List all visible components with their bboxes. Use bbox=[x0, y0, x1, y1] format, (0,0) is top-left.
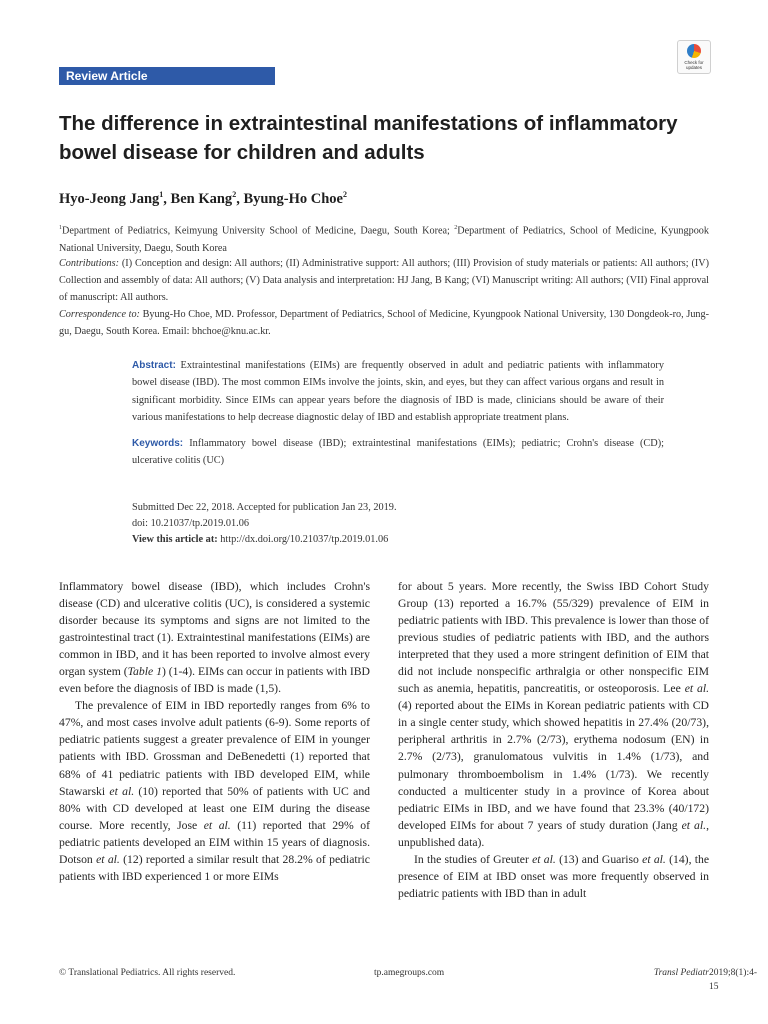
body-paragraph bbox=[59, 578, 370, 697]
body-text: (13) and Guariso bbox=[555, 852, 643, 866]
contributions-label: Contributions: bbox=[59, 258, 120, 269]
author-list: Hyo-Jeong Jang$^1$, Ben Kang$^2$, Byung-Ho Choe$^2$ bbox=[59, 190, 347, 207]
footer-copyright: © Translational Pediatrics. All rights reserved. bbox=[59, 968, 236, 978]
body-text: Inflammatory bowel disease (IBD), which includes Crohn's disease (CD) and ulcerative colitis (UC), is considered a systemic disorder because its symptoms and signs are not limited to the gastrointestinal tract (1). Extraintestinal manifestations (EIMs) are common in IBD, and it has been reported to involve almost every organ system ( bbox=[59, 580, 370, 679]
abstract-section bbox=[132, 357, 664, 469]
body-text: (14), the presence of EIM at IBD onset was more frequently observed in pediatric patients with IBD than in adult bbox=[398, 852, 710, 900]
author-name: Ben Kang bbox=[170, 190, 233, 207]
view-article-label: View this article at: bbox=[132, 534, 218, 546]
check-updates-icon bbox=[687, 44, 701, 58]
article-type-banner: Review Article bbox=[59, 67, 275, 85]
contributions-text: (I) Conception and design: All authors; (II) Administrative support: All authors; (III) Provision of study materials or patients: All authors; (IV) Collection and assembly of data: All authors; (V) Data analysis and interpretation: HJ Jang, B Kang; (VI) Manuscript writing: All authors; (VII) Final approval of manuscript: All authors. bbox=[59, 258, 709, 304]
author-name: Byung-Ho Choe bbox=[243, 190, 343, 207]
abstract-text: Extraintestinal manifestations (EIMs) are frequently observed in adult and pediatric patients with inflammatory bowel disease (IBD). The most common EIMs involve the joints, skin, and eyes, but they can affect various organs and result in significant morbidity. Since EIMs can appear years before the diagnosis of IBD is made, clinicians should be aware of their various manifestations to help decrease diagnostic delay of IBD and establish appropriate treatment plans. bbox=[132, 360, 664, 424]
et-al: et al. bbox=[684, 682, 710, 696]
keywords bbox=[132, 435, 664, 470]
body-text: for about 5 years. More recently, the Swiss IBD Cohort Study Group (13) reported a 16.7% (55/329) prevalence of EIM in pediatric patients with IBD. This prevalence is lower than those of previous studies of pediatric patients with IBD, and the authors interpreted that they used a more stringent definition of EIM that did not include nonspecific arthralgia or other nonspecific EIM such as anemia, hepatitis, pancreatitis, or osteoporosis. Lee bbox=[398, 580, 709, 696]
abstract bbox=[132, 357, 664, 427]
correspondence-label: Correspondence to: bbox=[59, 309, 140, 320]
et-al: et al. bbox=[109, 784, 135, 798]
correspondence-text: Byung-Ho Choe, MD. Professor, Department of Pediatrics, School of Medicine, Kyungpook National University, 130 Dongdeok-ro, Jung-gu, Daegu, South Korea. Email: bhchoe@knu.ac.kr. bbox=[59, 309, 709, 338]
body-paragraph bbox=[59, 697, 370, 885]
body-paragraph bbox=[398, 851, 709, 902]
affiliation-mark: 2 bbox=[454, 225, 458, 231]
body-text: The prevalence of EIM in IBD reportedly ranges from 6% to 47%, and most cases involve adult patients (6-9). Some reports of pediatric patients suggest a greater prevalence of EIM in younger patients with IBD. Grossman and DeBenedetti (1) reported that 68% of 41 pediatric patients with IBD developed EIM, while Stawarski bbox=[59, 699, 370, 798]
et-al: et al. bbox=[681, 818, 707, 832]
article-title: The difference in extraintestinal manifestations of inflammatory bowel disease for children and adults bbox=[59, 112, 678, 164]
et-al: et al. bbox=[96, 852, 120, 866]
body-text: ) (1-4). EIMs can occur in patients with IBD even before the diagnosis of IBD is made (1,5). bbox=[59, 665, 370, 696]
affiliation-text: Department of Pediatrics, Keimyung University School of Medicine, Daegu, South Korea; bbox=[62, 225, 455, 237]
view-article-link[interactable] bbox=[132, 532, 664, 548]
author-affiliation-mark: 2 bbox=[232, 190, 237, 199]
et-al: et al. bbox=[532, 852, 556, 866]
et-al: et al. bbox=[203, 818, 231, 832]
body-text: In the studies of Greuter bbox=[414, 852, 533, 866]
view-article-url[interactable]: http://dx.doi.org/10.21037/tp.2019.01.06 bbox=[217, 534, 389, 546]
submission-dates: Submitted Dec 22, 2018. Accepted for publication Jan 23, 2019. bbox=[132, 502, 397, 513]
citation-details: 2019;8(1):4-15 bbox=[709, 968, 758, 992]
et-al: et al. bbox=[642, 852, 666, 866]
badge-caption: Check for updates bbox=[684, 60, 704, 70]
affiliations bbox=[59, 220, 709, 257]
author-affiliation-mark: 1 bbox=[159, 190, 164, 199]
author-affiliation-mark: 2 bbox=[342, 190, 347, 199]
body-text: (10) reported that 50% of patients with UC and 80% with CD developed at least one EIM during the disease course. More recently, Jose bbox=[59, 784, 371, 832]
keywords-text: Inflammatory bowel disease (IBD); extraintestinal manifestations (EIMs); pediatric; Crohn's disease (CD); ulcerative colitis (UC) bbox=[132, 437, 664, 467]
publication-info bbox=[132, 500, 664, 549]
body-column-right bbox=[398, 578, 709, 902]
doi[interactable]: doi: 10.21037/tp.2019.01.06 bbox=[132, 518, 249, 530]
affiliation-mark: 1 bbox=[59, 225, 62, 231]
body-text: (12) reported a similar result that 28.2% of pediatric patients with IBD experienced 1 or more EIMs bbox=[59, 852, 370, 883]
body-text: (11) reported that 29% of pediatric patients developed an EIM within 15 years of diagnosis. Dotson bbox=[59, 818, 370, 866]
body-text: , unpublished data). bbox=[398, 818, 709, 849]
check-for-updates-badge[interactable] bbox=[677, 40, 711, 74]
correspondence bbox=[59, 306, 709, 340]
body-column-left bbox=[59, 578, 370, 885]
body-text: (4) reported about the EIMs in Korean pediatric patients with CD in a single center study, which showed hepatitis in 27.4% (20/73), peripheral arthritis in 2.7% (2/73), erythema nodosum (EN) in 2.7% (2/73), granulomatous vulvitis in 1.4% (1/73), and pulmonary thromboembolism in 1.4% (1/73). We recently conducted a multicenter study in a province of Korea about pediatric EIMs in IBD, and we have found that 23.3% (40/172) developed EIMs for about 7 years of study duration (Jang bbox=[398, 699, 709, 832]
abstract-label: Abstract: bbox=[132, 360, 176, 371]
page-footer bbox=[59, 966, 758, 992]
affiliation-text: Department of Pediatrics, School of Medicine, Kyungpook National University, Daegu, South Korea bbox=[59, 225, 709, 254]
footer-site-link[interactable]: tp.amegroups.com bbox=[374, 968, 445, 978]
keywords-label: Keywords: bbox=[132, 437, 184, 449]
author-name: Hyo-Jeong Jang bbox=[59, 190, 160, 207]
contributions bbox=[59, 255, 709, 307]
footer-citation bbox=[653, 966, 758, 992]
body-paragraph bbox=[398, 578, 709, 851]
table-reference[interactable]: Table 1 bbox=[127, 665, 162, 679]
journal-abbrev: Transl Pediatr bbox=[653, 968, 709, 978]
